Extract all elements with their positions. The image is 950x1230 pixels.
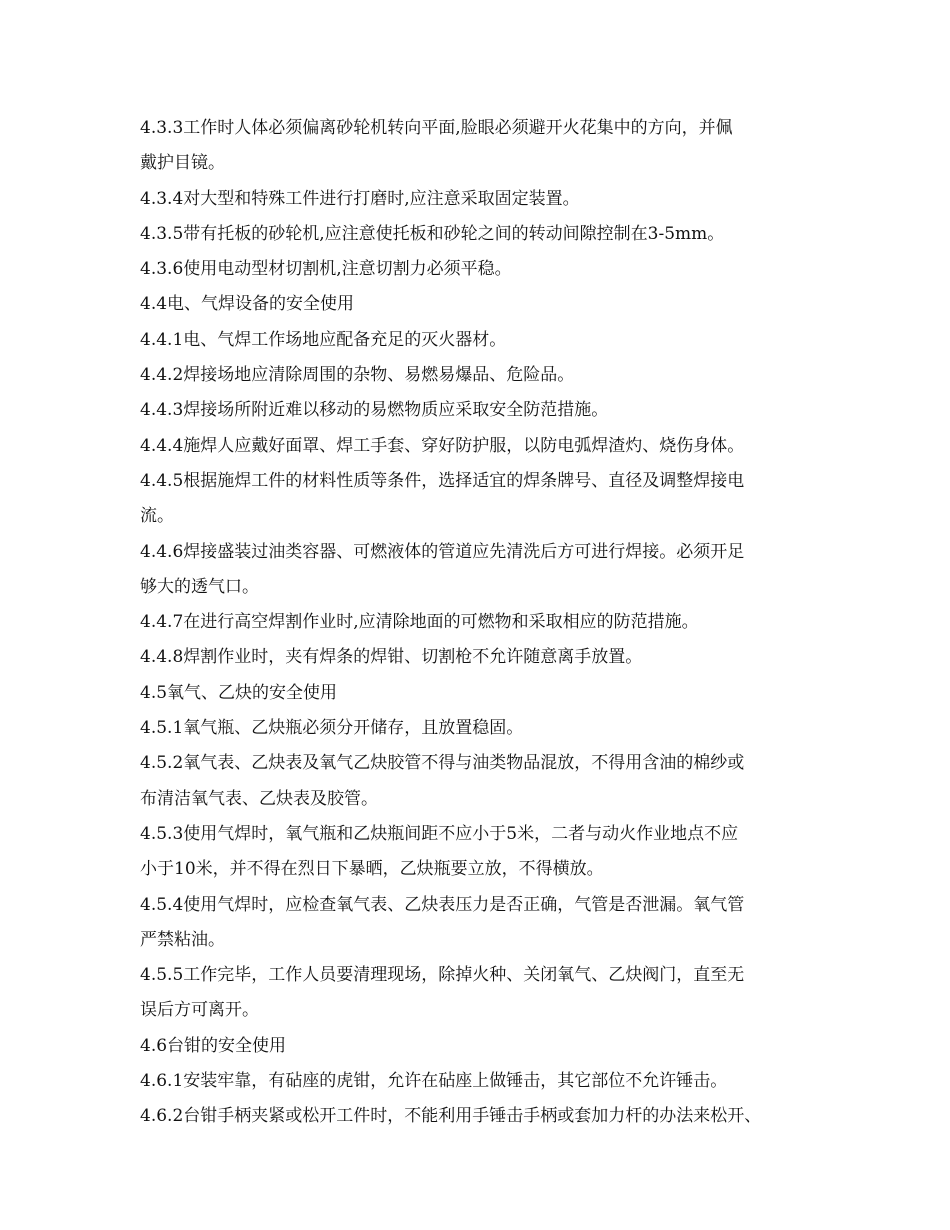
section-heading: 4.6台钳的安全使用 [140,1035,287,1056]
section-heading: 4.4电、气焊设备的安全使用 [140,294,355,315]
text-line: 4.6.1安装牢靠，有砧座的虎钳，允许在砧座上做锤击，其它部位不允许锤击。 [140,1071,728,1092]
text-line: 4.5.3使用气焊时，氧气瓶和乙炔瓶间距不应小于5米，二者与动火作业地点不应 [140,823,739,844]
text-line: 4.3.5带有托板的砂轮机,应注意使托板和砂轮之间的转动间隙控制在3-5mm。 [140,223,725,244]
text-line: 流。 [140,506,174,527]
document-page [140,111,816,1135]
text-line: 4.5.2氧气表、乙炔表及氧气乙炔胶管不得与油类物品混放，不得用含油的棉纱或 [140,753,745,774]
text-line: 4.4.8焊割作业时，夹有焊条的焊钳、切割枪不允许随意离手放置。 [140,647,643,668]
text-line: 4.3.4对大型和特殊工件进行打磨时,应注意采取固定装置。 [140,188,580,209]
text-line: 误后方可离开。 [140,1000,259,1021]
text-line: 布清洁氧气表、乙炔表及胶管。 [140,788,378,809]
text-line: 4.5.4使用气焊时，应检查氧气表、乙炔表压力是否正确，气管是否泄漏。氧气管 [140,894,745,915]
text-line: 4.4.5根据施焊工件的材料性质等条件，选择适宜的焊条牌号、直径及调整焊接电 [140,470,745,491]
text-line: 4.4.1电、气焊工作场地应配备充足的灭火器材。 [140,329,507,350]
text-line: 小于10米，并不得在烈日下暴晒，乙炔瓶要立放，不得横放。 [140,859,604,880]
text-line: 4.4.3焊接场所附近难以移动的易燃物质应采取安全防范措施。 [140,400,609,421]
text-line: 4.6.2台钳手柄夹紧或松开工件时，不能利用手锤击手柄或套加力杆的办法来松开、 [140,1106,762,1127]
text-line: 4.4.2焊接场地应清除周围的杂物、易燃易爆品、危险品。 [140,365,575,386]
text-line: 4.4.4施焊人应戴好面罩、焊工手套、穿好防护服，以防电弧焊渣灼、烧伤身体。 [140,435,745,456]
text-line: 严禁粘油。 [140,929,225,950]
text-line: 4.4.7在进行高空焊割作业时,应清除地面的可燃物和采取相应的防范措施。 [140,612,699,633]
section-heading: 4.5氧气、乙炔的安全使用 [140,682,338,703]
text-line: 4.3.3工作时人体必须偏离砂轮机转向平面,脸眼必须避开火花集中的方向，并佩 [140,118,733,138]
text-line: 4.5.1氧气瓶、乙炔瓶必须分开储存，且放置稳固。 [140,718,524,739]
text-line: 4.4.6焊接盛装过油类容器、可燃液体的管道应先清洗后方可进行焊接。必须开足 [140,541,745,562]
text-line: 4.5.5工作完毕，工作人员要清理现场，除掉火种、关闭氧气、乙炔阀门，直至无 [140,965,745,986]
text-line: 够大的透气口。 [140,576,259,597]
text-line: 戴护目镜。 [140,153,225,174]
text-line: 4.3.6使用电动型材切割机,注意切割力必须平稳。 [140,259,512,280]
